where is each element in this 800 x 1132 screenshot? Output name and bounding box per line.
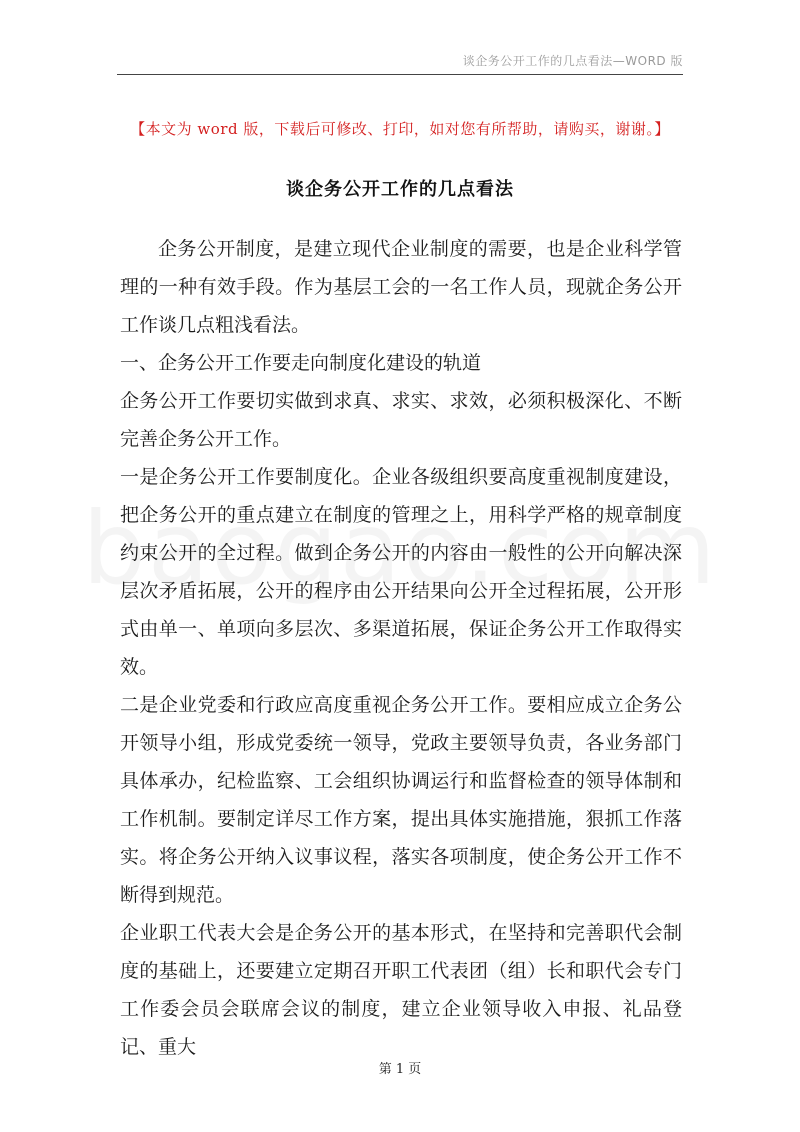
paragraph: 企业职工代表大会是企务公开的基本形式，在坚持和完善职代会制度的基础上，还要建立定期召开职工代表团（组）长和职代会专门工作委会员会联席会议的制度，建立企业领导收入申报、礼品登记、重大 — [120, 922, 682, 1058]
paragraph-intro: 企务公开制度，是建立现代企业制度的需要，也是企业科学管理的一种有效手段。作为基层工会的一名工作人员，现就企务公开工作谈几点粗浅看法。 — [120, 238, 682, 336]
paragraph: 企务公开工作要切实做到求真、求实、求效，必须积极深化、不断完善企务公开工作。 — [120, 390, 682, 450]
paragraph: 二是企业党委和行政应高度重视企务公开工作。要相应成立企务公开领导小组，形成党委统一领导，党政主要领导负责，各业务部门具体承办，纪检监察、工会组织协调运行和监督检查的领导体制和工作机制。要制定详尽工作方案，提出具体实施措施，狠抓工作落实。将企务公开纳入议事议程，落实各项制度，使企务公开工作不断得到规范。 — [120, 694, 682, 906]
document-body — [120, 230, 682, 1066]
page-number: 第 1 页 — [378, 1062, 422, 1077]
document-title: 谈企务公开工作的几点看法 — [286, 179, 514, 200]
running-header: 谈企务公开工作的几点看法—WORD 版 — [462, 54, 683, 68]
download-notice: 【本文为 word 版，下载后可修改、打印，如对您有所帮助，请购买，谢谢。】 — [130, 120, 670, 138]
section-heading-1: 一、企务公开工作要走向制度化建设的轨道 — [120, 352, 482, 374]
header-divider — [117, 74, 683, 75]
paragraph: 一是企务公开工作要制度化。企业各级组织要高度重视制度建设，把企务公开的重点建立在制度的管理之上，用科学严格的规章制度约束公开的全过程。做到企务公开的内容由一般性的公开向解决深层次矛盾拓展，公开的程序由公开结果向公开全过程拓展，公开形式由单一、单项向多层次、多渠道拓展，保证企务公开工作取得实效。 — [120, 466, 682, 678]
